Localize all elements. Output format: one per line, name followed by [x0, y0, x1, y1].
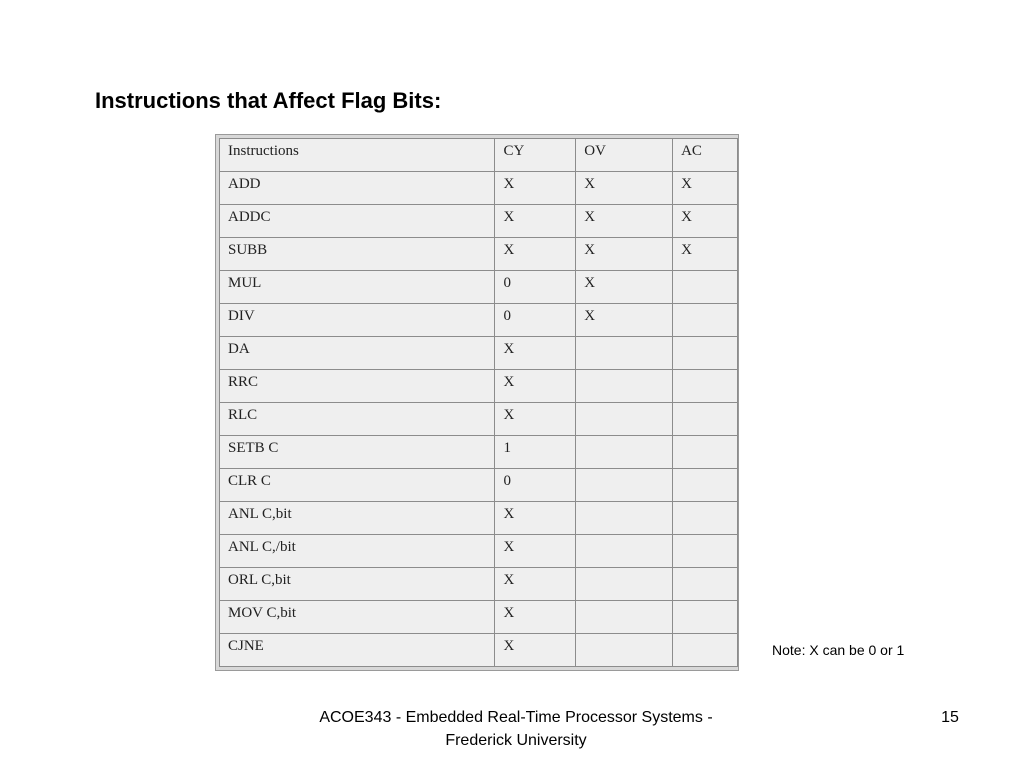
table-row — [220, 172, 738, 205]
instruction-cell: RRC — [220, 370, 495, 403]
note-text: Note: X can be 0 or 1 — [772, 642, 905, 658]
cy-cell: 1 — [495, 436, 576, 469]
ov-cell — [576, 502, 673, 535]
cy-cell: X — [495, 403, 576, 436]
instruction-cell: MUL — [220, 271, 495, 304]
cy-cell: X — [495, 238, 576, 271]
table-row — [220, 370, 738, 403]
ov-cell: X — [576, 238, 673, 271]
header-cy: CY — [495, 139, 576, 172]
footer-line-2: Frederick University — [445, 732, 587, 749]
ac-cell: X — [673, 238, 738, 271]
table-row — [220, 535, 738, 568]
ov-cell — [576, 337, 673, 370]
instruction-cell: ORL C,bit — [220, 568, 495, 601]
ac-cell — [673, 436, 738, 469]
footer — [260, 706, 772, 752]
table-row — [220, 304, 738, 337]
flag-table — [219, 138, 738, 667]
ac-cell — [673, 304, 738, 337]
instruction-cell: SUBB — [220, 238, 495, 271]
ov-cell — [576, 436, 673, 469]
ov-cell — [576, 535, 673, 568]
table-row — [220, 271, 738, 304]
table-row — [220, 205, 738, 238]
table-row — [220, 403, 738, 436]
footer-line-1: ACOE343 - Embedded Real-Time Processor Systems - — [319, 709, 713, 726]
cy-cell: X — [495, 601, 576, 634]
instruction-cell: ANL C,bit — [220, 502, 495, 535]
ov-cell — [576, 601, 673, 634]
ov-cell — [576, 469, 673, 502]
cy-cell: X — [495, 205, 576, 238]
header-ov: OV — [576, 139, 673, 172]
cy-cell: X — [495, 535, 576, 568]
header-instructions: Instructions — [220, 139, 495, 172]
ac-cell — [673, 271, 738, 304]
cy-cell: 0 — [495, 469, 576, 502]
instruction-cell: ANL C,/bit — [220, 535, 495, 568]
cy-cell: 0 — [495, 271, 576, 304]
page-number: 15 — [941, 709, 959, 726]
ac-cell — [673, 601, 738, 634]
table-row — [220, 502, 738, 535]
ac-cell — [673, 535, 738, 568]
ac-cell — [673, 469, 738, 502]
instruction-cell: MOV C,bit — [220, 601, 495, 634]
ac-cell: X — [673, 172, 738, 205]
cy-cell: X — [495, 337, 576, 370]
instruction-cell: DIV — [220, 304, 495, 337]
ac-cell — [673, 634, 738, 667]
ac-cell — [673, 370, 738, 403]
cy-cell: 0 — [495, 304, 576, 337]
cy-cell: X — [495, 370, 576, 403]
table-row — [220, 568, 738, 601]
cy-cell: X — [495, 568, 576, 601]
slide-title: Instructions that Affect Flag Bits: — [95, 88, 442, 113]
ov-cell — [576, 634, 673, 667]
ov-cell — [576, 403, 673, 436]
table-row — [220, 436, 738, 469]
flag-table-body — [220, 139, 738, 667]
instruction-cell: SETB C — [220, 436, 495, 469]
cy-cell: X — [495, 502, 576, 535]
ov-cell — [576, 568, 673, 601]
table-row — [220, 469, 738, 502]
table-row — [220, 634, 738, 667]
table-row — [220, 238, 738, 271]
ov-cell — [576, 370, 673, 403]
ov-cell: X — [576, 172, 673, 205]
instruction-cell: DA — [220, 337, 495, 370]
instruction-cell: ADD — [220, 172, 495, 205]
table-row — [220, 601, 738, 634]
ac-cell: X — [673, 205, 738, 238]
ac-cell — [673, 502, 738, 535]
cy-cell: X — [495, 172, 576, 205]
cy-cell: X — [495, 634, 576, 667]
table-header-row — [220, 139, 738, 172]
ac-cell — [673, 568, 738, 601]
ac-cell — [673, 403, 738, 436]
ov-cell: X — [576, 304, 673, 337]
ov-cell: X — [576, 205, 673, 238]
ov-cell: X — [576, 271, 673, 304]
table-row — [220, 337, 738, 370]
instruction-cell: ADDC — [220, 205, 495, 238]
ac-cell — [673, 337, 738, 370]
header-ac: AC — [673, 139, 738, 172]
instruction-cell: RLC — [220, 403, 495, 436]
flag-table-frame — [215, 134, 739, 671]
instruction-cell: CJNE — [220, 634, 495, 667]
instruction-cell: CLR C — [220, 469, 495, 502]
